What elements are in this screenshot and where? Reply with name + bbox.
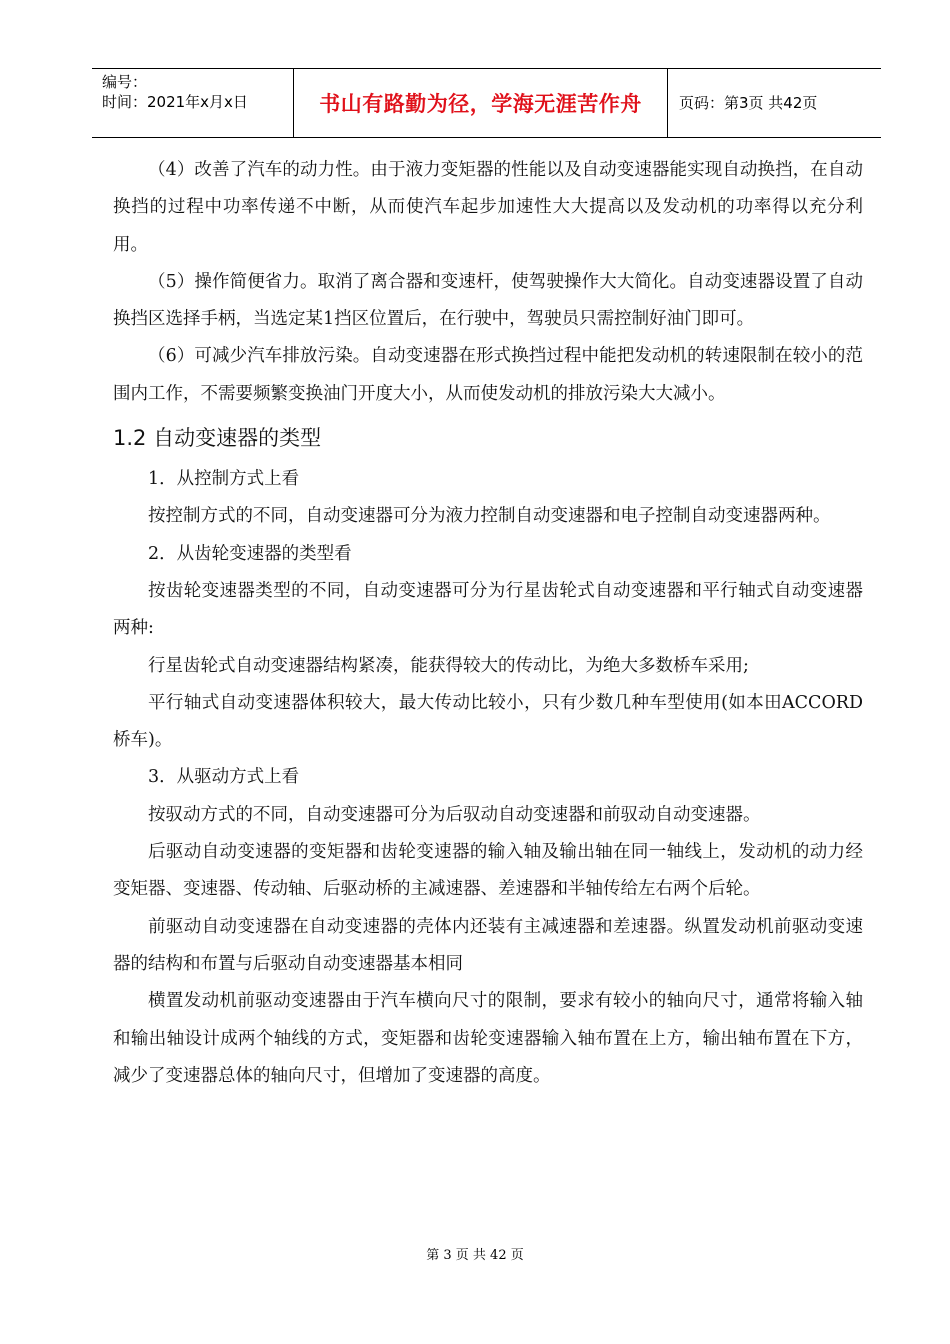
paragraph: 前驱动自动变速器在自动变速器的壳体内还装有主减速器和差速器。纵置发动机前驱动变速器的结构和布置与后驱动自动变速器基本相同 — [113, 916, 863, 974]
header-page-label: 页码：第3页 共42页 — [679, 94, 818, 112]
header-motto: 书山有路勤为径，学海无涯苦作舟 — [319, 92, 642, 116]
subheading: 2．从齿轮变速器的类型看 — [148, 543, 352, 564]
paragraph: （5）操作简便省力。取消了离合器和变速杆，使驾驶操作大大简化。自动变速器设置了自动换挡区选择手柄，当选定某1挡区位置后，在行驶中，驾驶员只需控制好油门即可。 — [113, 271, 863, 330]
paragraph: 按控制方式的不同，自动变速器可分为液力控制自动变速器和电子控制自动变速器两种。 — [148, 506, 831, 527]
header-meta-cell — [92, 69, 293, 137]
paragraph: 后驱动自动变速器的变矩器和齿轮变速器的输入轴及输出轴在同一轴线上，发动机的动力经变矩器、变速器、传动轴、后驱动桥的主减速器、差速器和半轴传给左右两个后轮。 — [113, 842, 863, 900]
header-page-cell — [667, 69, 881, 137]
page-footer — [0, 1244, 950, 1263]
paragraph: 平行轴式自动变速器体积较大，最大传动比较小，只有少数几种车型使用(如本田ACCORD桥车)。 — [113, 692, 863, 751]
subheading: 3．从驱动方式上看 — [148, 767, 300, 788]
subheading: 1．从控制方式上看 — [148, 469, 300, 490]
document-body — [113, 152, 863, 1095]
paragraph: 行星齿轮式自动变速器结构紧凑，能获得较大的传动比，为绝大多数桥车采用; — [148, 655, 749, 676]
header-motto-cell — [293, 69, 668, 137]
section-heading: 1.2 自动变速器的类型 — [113, 426, 322, 451]
paragraph: （6）可减少汽车排放污染。自动变速器在形式换挡过程中能把发动机的转速限制在较小的范围内工作，不需要频繁变换油门开度大小，从而使发动机的排放污染大大减小。 — [113, 346, 863, 404]
paragraph: 横置发动机前驱动变速器由于汽车横向尺寸的限制，要求有较小的轴向尺寸，通常将输入轴和输出轴设计成两个轴线的方式，变矩器和齿轮变速器输入轴布置在上方，输出轴布置在下方，减少了变速器总体的轴向尺寸，但增加了变速器的高度。 — [113, 991, 863, 1086]
footer-page-number: 第 3 页 共 42 页 — [426, 1248, 524, 1263]
paragraph: 按齿轮变速器类型的不同，自动变速器可分为行星齿轮式自动变速器和平行轴式自动变速器两种: — [113, 580, 863, 639]
paragraph: （4）改善了汽车的动力性。由于液力变矩器的性能以及自动变速器能实现自动换挡，在自动换挡的过程中功率传递不中断，从而使汽车起步加速性大大提高以及发动机的功率得以充分利用。 — [113, 160, 863, 255]
page-header — [92, 68, 881, 138]
paragraph: 按驭动方式的不同，自动变速器可分为后驭动自动变速器和前驭动自动变速器。 — [148, 804, 761, 825]
header-code-label: 编号： — [102, 73, 148, 91]
header-time-label: 时间：2021年x月x日 — [102, 93, 248, 111]
